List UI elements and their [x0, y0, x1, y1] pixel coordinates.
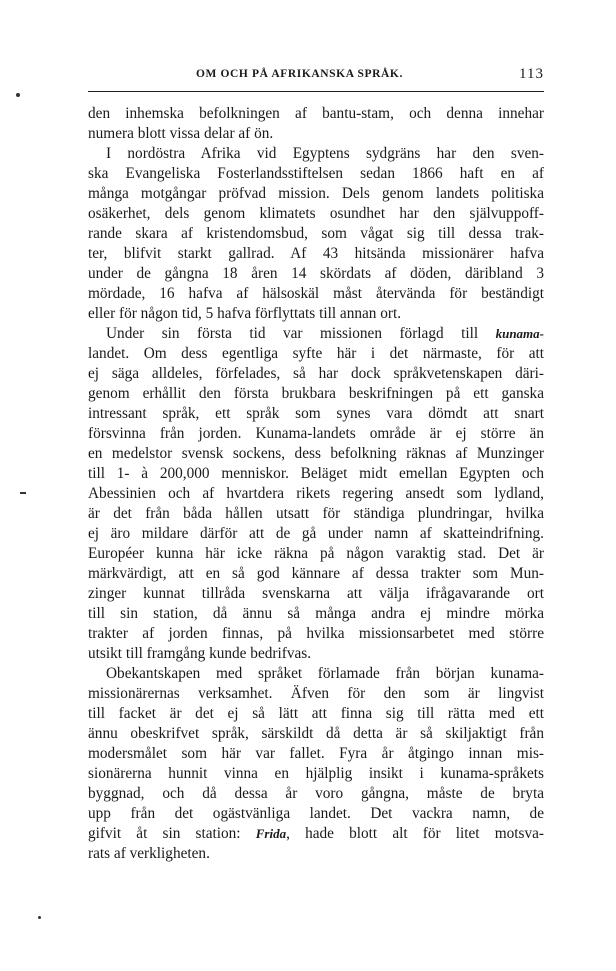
text-line	[88, 824, 544, 844]
text-line: många motgångar pröfvad mission. Dels genom landets politiska	[88, 185, 544, 202]
text-line: till 1- à 200,000 menniskor. Beläget midt emellan Egypten och	[88, 465, 544, 482]
line-text: Under sin första tid var missionen förlagd till	[106, 325, 496, 342]
text-line: en medelstor svensk sockens, dess befolkning räknas af Munzinger	[88, 445, 544, 462]
line-text: , hade blott alt för litet motsva-	[286, 825, 545, 842]
header-rule	[88, 91, 544, 92]
page-header	[88, 66, 544, 86]
paragraph-1	[88, 104, 544, 144]
text-line: utsikt till framgång kunde bedrifvas.	[88, 645, 312, 662]
running-title: OM OCH PÅ AFRIKANSKA SPRÅK.	[196, 68, 403, 80]
text-line: är det från båda hållen utsatt för ständiga plundringar, hvilka	[88, 505, 544, 522]
paragraph-3	[88, 324, 544, 664]
margin-dash-mark	[20, 492, 26, 494]
text-line: sionärerna hunnit vinna en hjälplig insikt i kunama-språkets	[88, 765, 544, 782]
text-line: Abessinien och af hvartdera rikets regering ansedt som lydland,	[88, 485, 544, 502]
text-line: den inhemska befolkningen af bantu-stam, och denna innehar	[88, 105, 544, 122]
margin-dot-mark-bottom	[38, 916, 41, 919]
text-line: märkvärdigt, att en så god kännare af dessa trakter som Mun-	[88, 565, 544, 582]
text-line: I nordöstra Afrika vid Egyptens sydgräns har den sven-	[106, 145, 544, 162]
paragraph-4	[88, 664, 544, 864]
text-line: mördade, 16 hafva af hälsoskäl måst återvända för beständigt	[88, 285, 544, 302]
line-text: gifvit åt sin station:	[88, 825, 256, 842]
text-line: till sin station, då ännu så många andra ej mindre mörka	[88, 605, 544, 622]
page-number: 113	[519, 66, 544, 82]
text-line: osäkerhet, dels genom klimatets osundhet har den självuppoff-	[88, 205, 544, 222]
text-line	[88, 324, 544, 344]
text-line: missionärernas verksamhet. Äfven för den som är lingvist	[88, 685, 544, 702]
text-line: rats af verkligheten.	[88, 845, 210, 862]
text-line: ska Evangeliska Fosterlandsstiftelsen sedan 1866 haft en af	[88, 165, 544, 182]
text-line: under de gångna 18 åren 14 skördats af döden, däribland 3	[88, 265, 544, 282]
text-line: ännu obeskrifvet språk, särskildt då detta är så skiljaktigt från	[88, 725, 544, 742]
text-line: trakter af jorden finnas, på hvilka missionsarbetet med större	[88, 625, 544, 642]
margin-dot-mark	[16, 93, 20, 97]
text-line: zinger kunnat tillråda svenskarna att välja ifrågavarande ort	[88, 585, 544, 602]
body-text	[88, 104, 544, 864]
text-line: rande skara af kristendomsbud, som vågat sig till dessa trak-	[88, 225, 544, 242]
text-line: upp från det ogästvänliga landet. Det vackra namn, de	[88, 805, 544, 822]
text-line: landet. Om dess egentliga syfte här i det närmaste, för att	[88, 345, 544, 362]
text-line: intressant språk, ett språk som synes vara dömdt att snart	[88, 405, 544, 422]
text-line: modersmålet som här var fallet. Fyra år åtgingo innan mis-	[88, 745, 544, 762]
paragraph-2	[88, 144, 544, 324]
text-line: ej säga alldeles, förfelades, så har dock språkvetenskapen däri-	[88, 365, 544, 382]
text-line: Obekantskapen med språket förlamade från början kunama-	[106, 665, 544, 682]
text-line: Européer kunna här icke räkna på någon varaktig stad. Det är	[88, 545, 544, 562]
text-line: försvinna från jorden. Kunama-landets område är ej större än	[88, 425, 544, 442]
text-line: genom erhållit den första brukbara beskrifningen på ett ganska	[88, 385, 544, 402]
text-line: ter, blifvit starkt gallrad. Af 43 hitsända missionärer hafva	[88, 245, 544, 262]
italic-word: kunama-	[495, 326, 544, 341]
text-line: till facket är det ej så lätt att finna sig till rätta med ett	[88, 705, 544, 722]
italic-word: Frida	[255, 826, 287, 841]
text-line: eller för någon tid, 5 hafva förflyttats till annan ort.	[88, 305, 402, 322]
text-line: byggnad, och då dessa år voro gångna, måste de bryta	[88, 785, 544, 802]
text-line: numera blott vissa delar af ön.	[88, 125, 274, 142]
text-line: ej äro mildare därför att de gå under namn af skatteindrifning.	[88, 525, 544, 542]
